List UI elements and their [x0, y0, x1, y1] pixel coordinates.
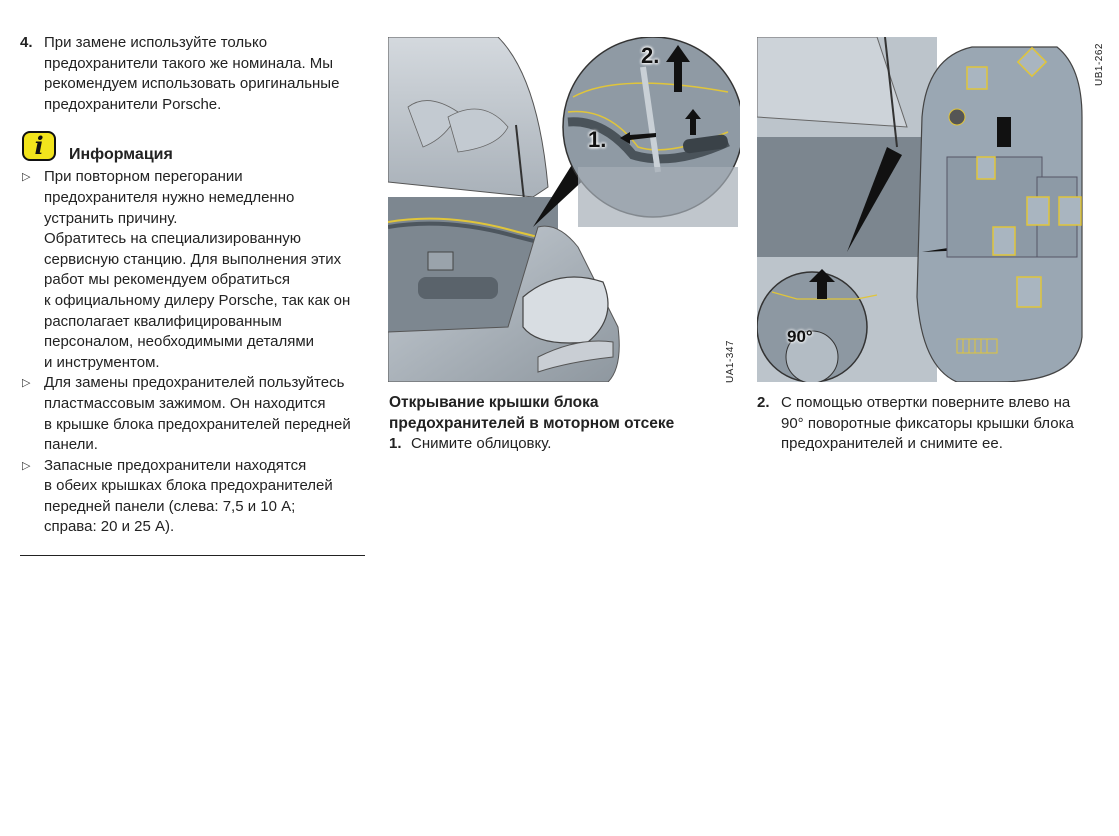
- text-line: С помощью отвертки поверните влево на: [781, 394, 1071, 411]
- step-4: [20, 33, 370, 115]
- text-line: к официальному дилеру Porsche, так как он: [44, 291, 351, 309]
- text-line: Обратитесь на специализированную: [44, 230, 301, 248]
- text-line: персоналом, необходимыми деталями: [44, 333, 315, 351]
- middle-column: [389, 392, 734, 455]
- figure-code: UA1-347: [725, 340, 736, 383]
- step-number: 4.: [20, 34, 33, 51]
- bullet-triangle-icon: ▷: [22, 459, 31, 472]
- section-heading: [389, 392, 734, 434]
- bullet-triangle-icon: ▷: [22, 377, 31, 390]
- text-line: предохранителя нужно немедленно: [44, 188, 295, 206]
- text-line: Для замены предохранителей пользуйтесь: [44, 374, 345, 392]
- text-line: предохранители Porsche.: [44, 95, 222, 113]
- info-bullet: [20, 373, 370, 455]
- text-line: устранить причину.: [44, 209, 178, 227]
- callout-2: 2.: [641, 43, 660, 68]
- info-icon: i: [22, 131, 56, 161]
- info-bullet: [20, 167, 370, 373]
- illustration-svg: [388, 37, 740, 382]
- step-number: 2.: [757, 394, 770, 411]
- info-title: Информация: [69, 145, 173, 163]
- section-divider: [0, 545, 380, 556]
- text-line: справа: 20 и 25 А).: [44, 518, 175, 536]
- info-bullet: [20, 456, 370, 538]
- text-line: пластмассовым зажимом. Он находится: [44, 394, 326, 412]
- text-line: располагает квалифицированным: [44, 312, 282, 330]
- figure-code: UB1-262: [1094, 43, 1105, 86]
- step-1: [389, 434, 734, 455]
- text-line: При замене используйте только: [44, 34, 268, 51]
- heading-line: предохранителей в моторном отсеке: [389, 415, 675, 432]
- info-header: [20, 123, 370, 161]
- step-number: 1.: [389, 435, 402, 452]
- step-text: Снимите облицовку.: [411, 435, 552, 452]
- text-line: и инструментом.: [44, 353, 160, 371]
- text-line: сервисную станцию. Для выполнения этих: [44, 250, 342, 268]
- right-column: [757, 393, 1102, 455]
- engine-bay-illustration: [388, 37, 740, 382]
- text-line: 90° поворотные фиксаторы крышки блока: [781, 414, 1074, 432]
- left-column: [20, 33, 370, 538]
- heading-line: Открывание крышки блока: [389, 394, 599, 411]
- text-line: предохранителей и снимите ее.: [781, 435, 1003, 453]
- text-line: передней панели (слева: 7,5 и 10 А;: [44, 497, 296, 515]
- step-2: [757, 393, 1102, 455]
- text-line: в крышке блока предохранителей передней: [44, 415, 351, 433]
- text-line: панели.: [44, 436, 98, 454]
- fuse-box-illustration: [757, 37, 1087, 382]
- callout-1: 1.: [588, 127, 607, 152]
- text-line: предохранители такого же номинала. Мы: [44, 54, 334, 72]
- angle-label: 90°: [787, 327, 813, 346]
- bullet-triangle-icon: ▷: [22, 171, 31, 184]
- text-line: При повторном перегорании: [44, 168, 243, 186]
- text-line: в обеих крышках блока предохранителей: [44, 477, 333, 495]
- text-line: работ мы рекомендуем обратиться: [44, 271, 291, 289]
- text-line: рекомендуем использовать оригинальные: [44, 75, 340, 93]
- text-line: Запасные предохранители находятся: [44, 456, 307, 474]
